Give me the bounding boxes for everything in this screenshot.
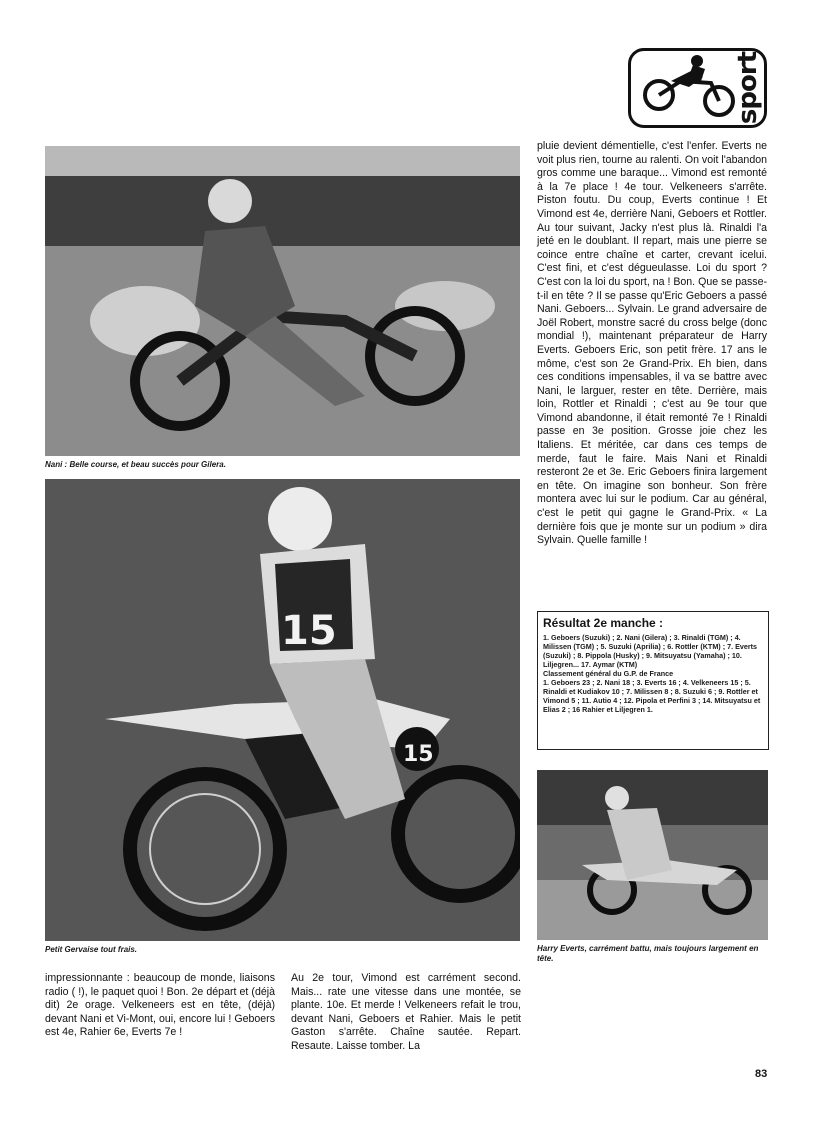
paragraph: impressionnante : beaucoup de monde, liaisons radio ( !), le paquet quoi ! Bon. 2e départ et (déjà dit) 2e orage. Velkeneers est en tête, (déjà) devant Nani et Vi-Mont, oui, encore lui ! Geboers est 4e, Rahier 6e, Everts 7e ! [45,972,275,1039]
photo-nani [45,146,520,456]
paragraph: Au 2e tour, Vimond est carrément second. Mais... rate une vitesse dans une montée, se plante. 10e. Et merde ! Velkeneers refait le trou, devant Nani, Geboers et Rahier. Mais le petit Gaston s'arrête. Chaîne sautée. Repart. Resaute. Laisse tomber. La [291,972,521,1052]
photo-gervaise [45,479,520,941]
photo-everts [537,770,768,940]
caption-photo3: Harry Everts, carrément battu, mais toujours largement en tête. [537,944,759,963]
results-line: 1. Geboers 23 ; 2. Nani 18 ; 3. Everts 16 ; 4. Velkeneers 15 ; 5. Rinaldi et Kudiakov 10 ; 7. Milissen 8 ; 8. Suzuki 6 ; 9. Rottler et Vimond 5 ; 11. Autio 4 ; 12. Pipola et Perfini 3 ; 14. Mitsuyatsu et Elias 2 ; 16 Rahier et Liljegren 1. [543,678,761,714]
results-line: Classement général du G.P. de France [543,669,674,678]
rider-number: 15 [281,608,337,654]
results-box [537,611,769,750]
results-line: 1. Geboers (Suzuki) ; 2. Nani (Gilera) ; 3. Rinaldi (TGM) ; 4. Milissen (TGM) ; 5. Suzuki (Aprilia) ; 6. Rottler (KTM) ; 7. Everts (Suzuki) ; 8. Pippola (Husky) ; 9. Mitsuyatsu (Yamaha) ; 10. Liljegren... 17. Aymar (KTM) [543,633,758,669]
article-bottom-middle [291,972,521,1054]
article-bottom-left [45,972,275,1040]
fender-number: 15 [403,742,434,767]
paragraph: pluie devient démentielle, c'est l'enfer. Everts ne voit plus rien, tourne au ralenti. On voit l'abandon gros comme une baraque... Vimond est remonté à la 7e place ! 4e tour. Velkeneers s'arrête. Piston foutu. Du coup, Everts continue ! Et Vimond est 4e, derrière Nani, Geboers et Rottler. Au tour suivant, Jacky n'est plus là. Rinaldi l'a jeté en le doublant. Il repart, mais une pierre se coince entre chaîne et carter, crevant icelui. C'est fini, et c'est dégueulasse. Loi du sport ? C'est con la loi du sport, na ! Bon. Que se passe-t-il en tête ? Il se passe qu'Eric Geboers a passé Nani. Geboers... Sylvain. Le grand adversaire de Joël Robert, monstre sacré du cross belge (donc mondial !), maintenant préparateur de Harry Everts. Geboers Eric, son petit frère. 17 ans le môme, c'est son 2e Grand-Prix. Eh bien, dans ces conditions impensables, il va se battre avec Nani, le larguer, rester en tête. Derrière, mais loin, Rottler et Rinaldi ; c'est au 9e tour que Vimond abandonne, il était remonté 7e ! Rinaldi passe en 3e position. Grosse joie chez les Italiens. Et méritée, car dans ces temps de merde, faut le faire. Mais Nani et Rinaldi resteront 2e et 3e. Eric Geboers finira largement en tête. On imagine son bonheur. Son frère montera avec lui sur le podium. Car au général, c'est le petit qui gagne le Grand-Prix. « La dernière fois que je monte sur un podium » dira Sylvain. Quelle famille ! [537,140,767,547]
logo-text: sport [733,51,764,125]
page-number: 83 [755,1068,768,1080]
article-right-column [537,140,767,548]
sport-logo [628,48,767,128]
caption-photo1: Nani : Belle course, et beau succès pour Gilera. [45,460,226,469]
results-title: Résultat 2e manche : [543,616,664,630]
caption-photo2: Petit Gervaise tout frais. [45,945,138,954]
